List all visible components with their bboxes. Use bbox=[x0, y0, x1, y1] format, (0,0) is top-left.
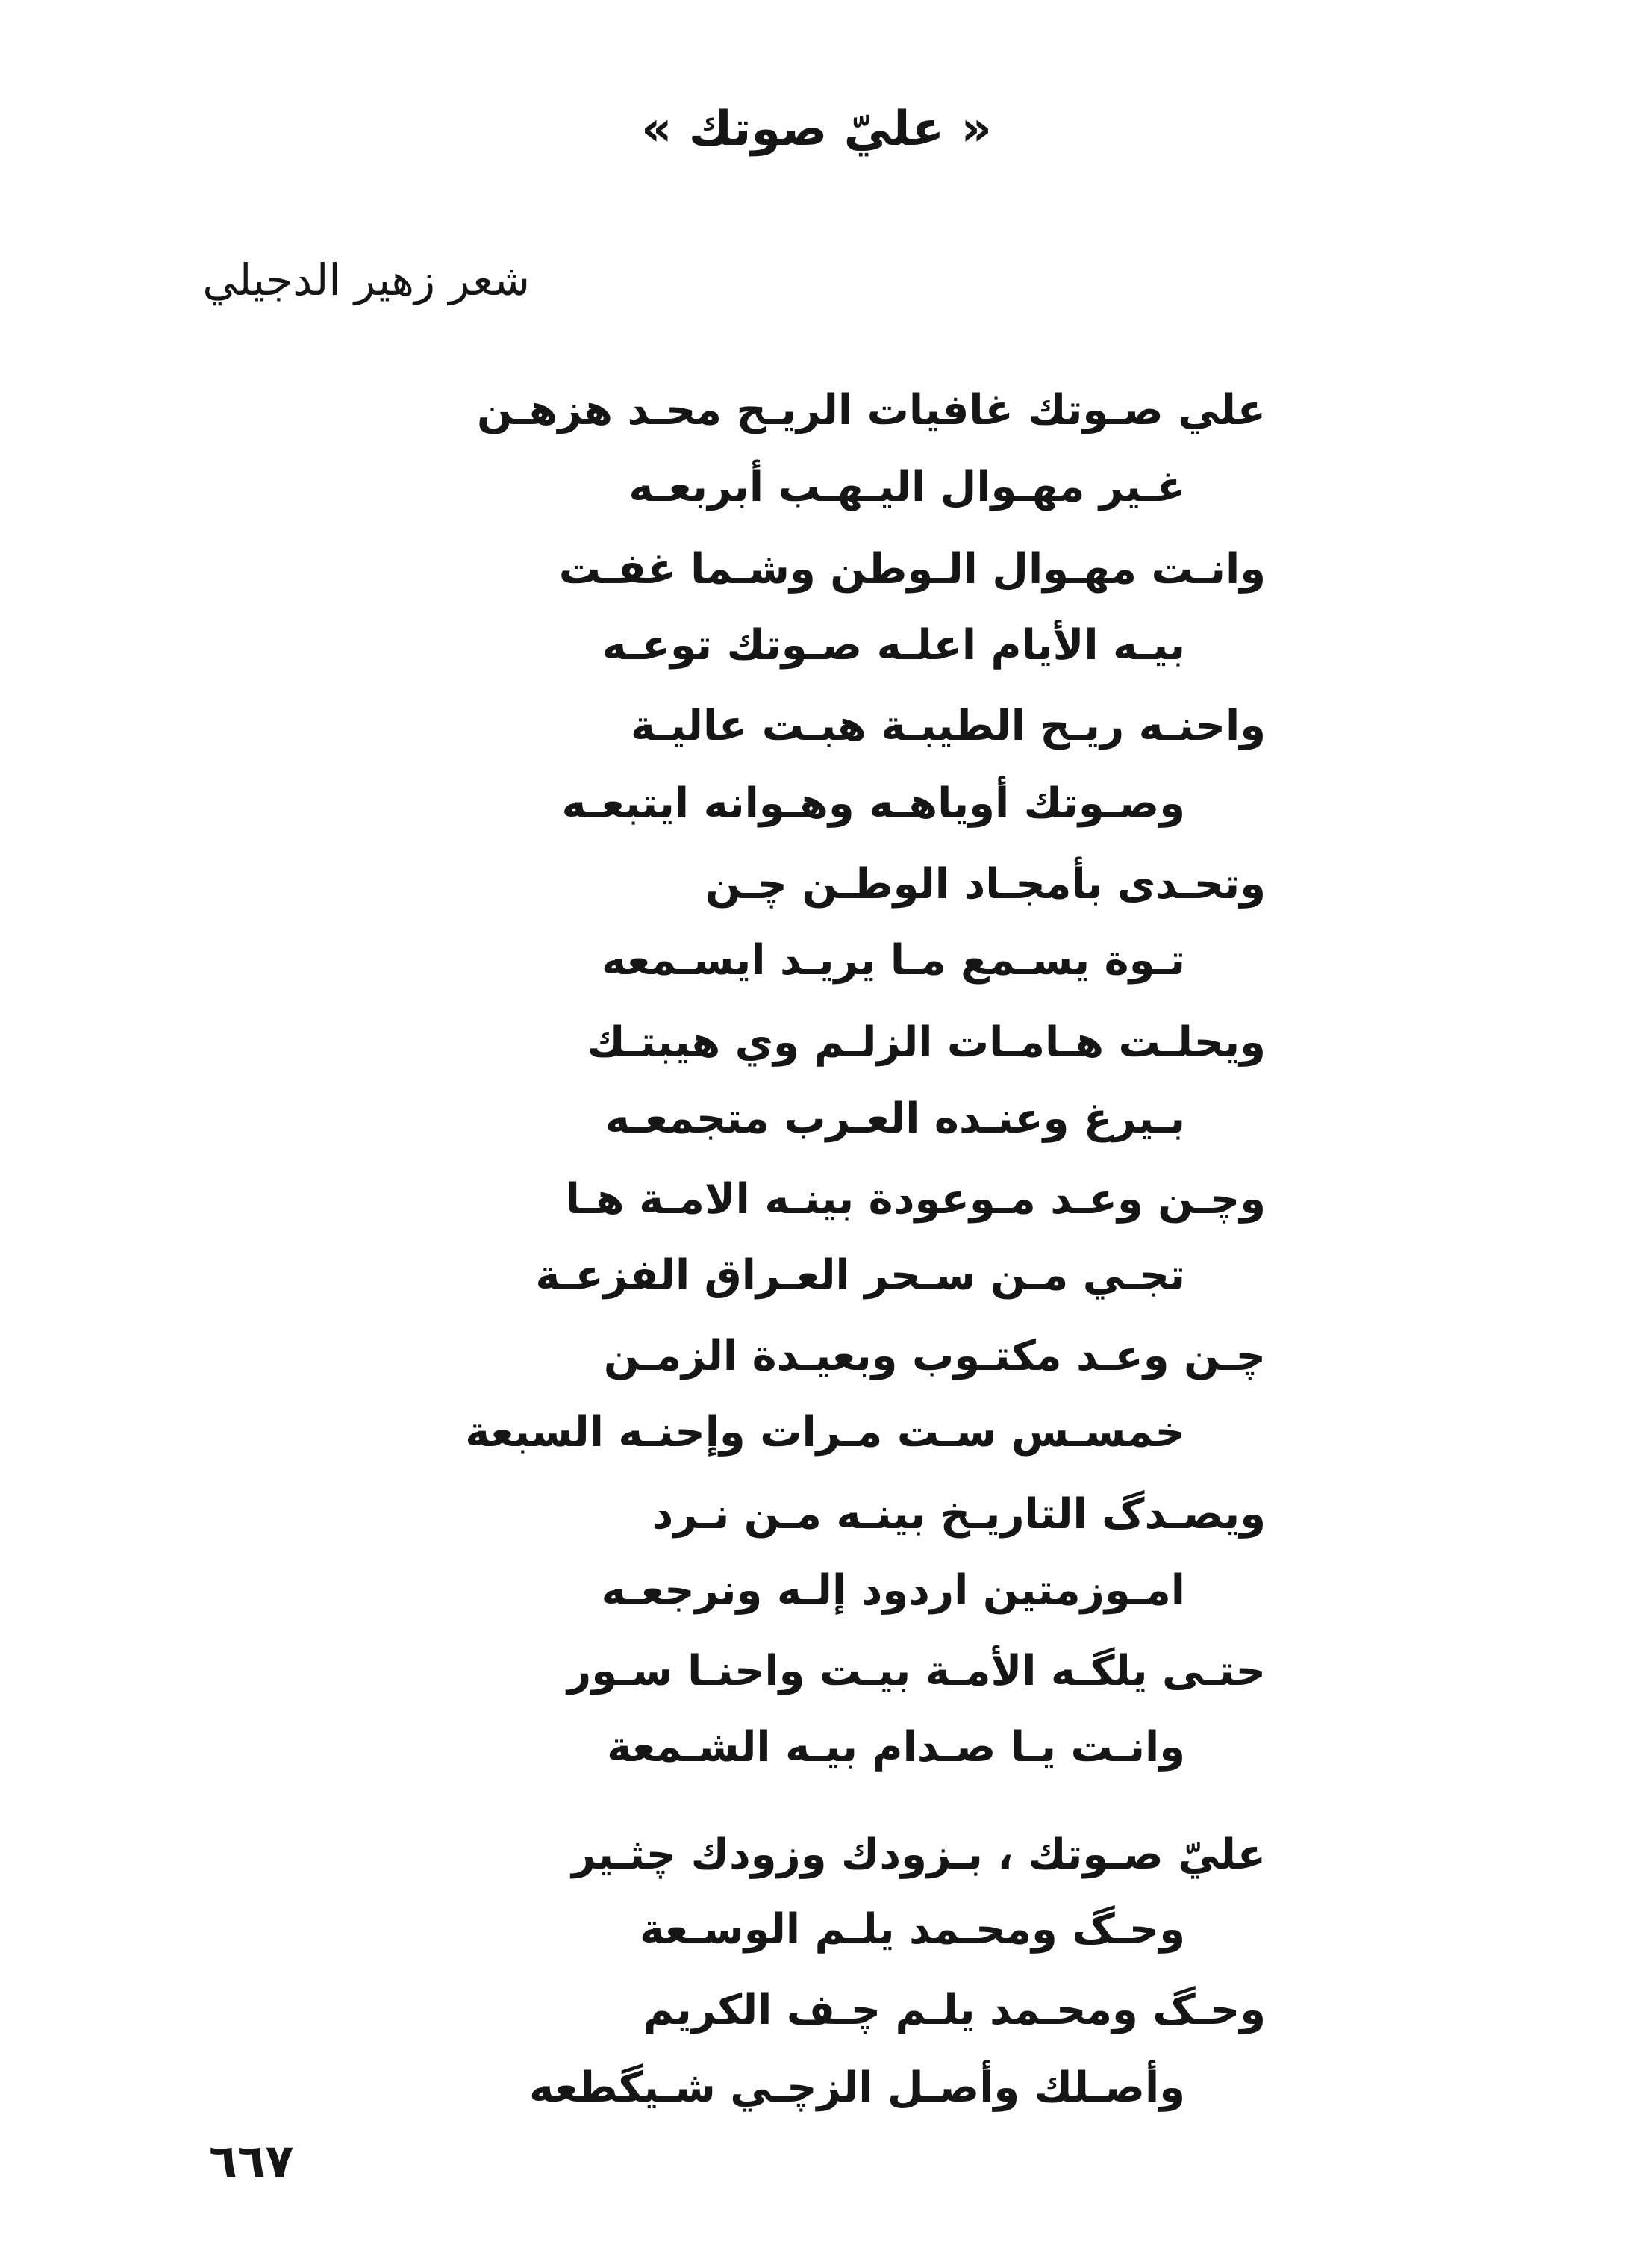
page-number: ٦٦٧ bbox=[209, 2134, 294, 2188]
poem-title: « عليّ صوتك » bbox=[641, 102, 992, 157]
verse-line: وتحـدى بأمجـاد الوطـن چـن bbox=[705, 860, 1266, 909]
verse-line: چـن وعـد مكتـوب وبعيـدة الزمـن bbox=[603, 1332, 1266, 1380]
verse-line: وچـن وعـد مـوعودة بينـه الامـة هـا bbox=[565, 1175, 1266, 1224]
verse-line: حتـى يلگـه الأمـة بيـت واحنـا سـور bbox=[567, 1647, 1266, 1695]
verse-line: تجـي مـن سـحر العـراق الفزعـة bbox=[535, 1251, 1185, 1300]
verse-line: علي صـوتك غافيات الريـح محـد هزهـن bbox=[476, 386, 1266, 434]
verse-line: تـوة يسـمع مـا يريـد ايسـمعه bbox=[602, 936, 1185, 985]
verse-line: بـيرغ وعنـده العـرب متجمعـه bbox=[605, 1094, 1185, 1143]
verse-line: بيـه الأيام اعلـه صـوتك توعـه bbox=[602, 621, 1185, 670]
verse-line: ويصـدگ التاريـخ بينـه مـن نـرد bbox=[652, 1490, 1266, 1539]
verse-line: وانـت مهـوال الـوطن وشـما غفـت bbox=[558, 545, 1266, 594]
verse-line: وأصـلك وأصـل الزچـي شـيگطعه bbox=[529, 2063, 1185, 2112]
verse-line: وحـگ ومحـمد يلـم چـف الكريم bbox=[643, 1986, 1266, 2034]
verse-line: عليّ صـوتك ، بـزودك وزودك چثـير bbox=[572, 1831, 1266, 1879]
verse-line: وحـگ ومحـمد يلـم الوسـعة bbox=[639, 1905, 1185, 1954]
verse-line: غـير مهـوال اليـهـب أبربعـه bbox=[628, 463, 1185, 511]
poem-author: شعر زهير الدجيلي bbox=[202, 255, 530, 305]
verse-line: وانـت يـا صـدام بيـه الشـمعة bbox=[607, 1723, 1185, 1772]
verse-line: ويحلـت هـامـات الزلـم وي هيبتـك bbox=[587, 1018, 1266, 1067]
verse-line: واحنـه ريـح الطيبـة هبـت عاليـة bbox=[630, 702, 1266, 750]
verse-line: امـوزمتين اردود إلـه ونرجعـه bbox=[601, 1566, 1185, 1615]
verse-line: وصـوتك أوياهـه وهـوانه ايتبعـه bbox=[561, 779, 1185, 828]
verse-line: خمسـس سـت مـرات وإحنـه السبعة bbox=[465, 1408, 1185, 1457]
